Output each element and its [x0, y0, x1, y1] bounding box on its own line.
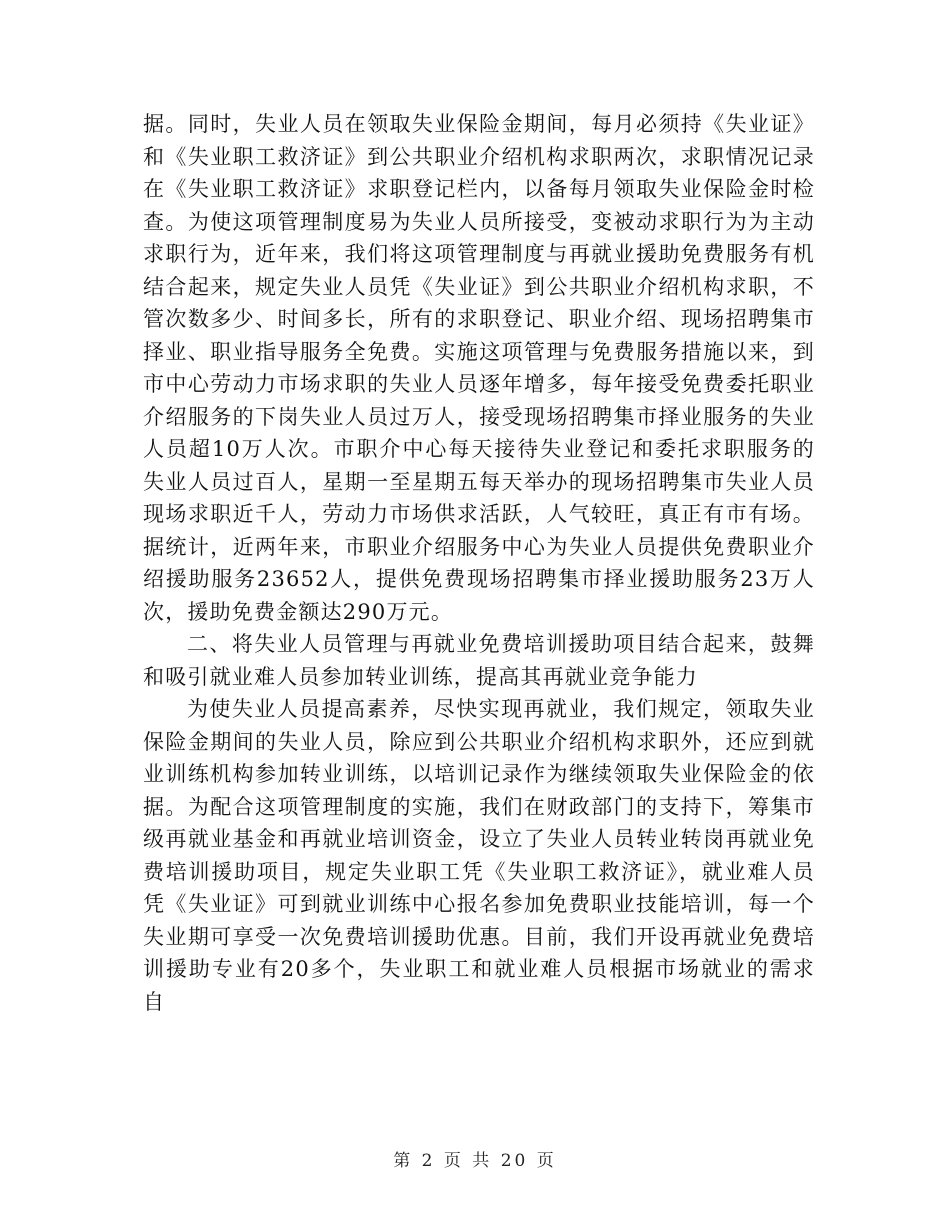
section-heading-two: 二、将失业人员管理与再就业免费培训援助项目结合起来，鼓舞和吸引就业难人员参加转业训练，提高其再就业竞争能力 [143, 632, 815, 689]
paragraph-continuation: 据。同时，失业人员在领取失业保险金期间，每月必须持《失业证》和《失业职工救济证》到公共职业介绍机构求职两次，求职情况记录在《失业职工救济证》求职登记栏内，以备每月领取失业保险金时检查。为使这项管理制度易为失业人员所接受，变被动求职行为为主动求职行为，近年来，我们将这项管理制度与再就业援助免费服务有机结合起来，规定失业人员凭《失业证》到公共职业介绍机构求职，不管次数多少、时间多长，所有的求职登记、职业介绍、现场招聘集市择业、职业指导服务全免费。实施这项管理与免费服务措施以来，到市中心劳动力市场求职的失业人员逐年增多，每年接受免费委托职业介绍服务的下岗失业人员过万人，接受现场招聘集市择业服务的失业人员超10万人次。市职介中心每天接待失业登记和委托求职服务的失业人员过百人，星期一至星期五每天举办的现场招聘集市失业人员现场求职近千人，劳动力市场供求活跃，人气较旺，真正有市有场。据统计，近两年来，市职业介绍服务中心为失业人员提供免费职业介绍援助服务23652人，提供免费现场招聘集市择业援助服务23万人次，援助免费金额达290万元。 [143, 112, 815, 624]
document-body [143, 108, 815, 1018]
page-footer: 第 2 页 共 20 页 [393, 1151, 557, 1171]
paragraph-training: 为使失业人员提高素养，尽快实现再就业，我们规定，领取失业保险金期间的失业人员，除应到公共职业介绍机构求职外，还应到就业训练机构参加转业训练，以培训记录作为继续领取失业保险金的依据。为配合这项管理制度的实施，我们在财政部门的支持下，筹集市级再就业基金和再就业培训资金，设立了失业人员转业转岗再就业免费培训援助项目，规定失业职工凭《失业职工救济证》，就业难人员凭《失业证》可到就业训练中心报名参加免费职业技能培训，每一个失业期可享受一次免费培训援助优惠。目前，我们开设再就业免费培训援助专业有20多个，失业职工和就业难人员根据市场就业的需求自 [143, 697, 815, 1014]
